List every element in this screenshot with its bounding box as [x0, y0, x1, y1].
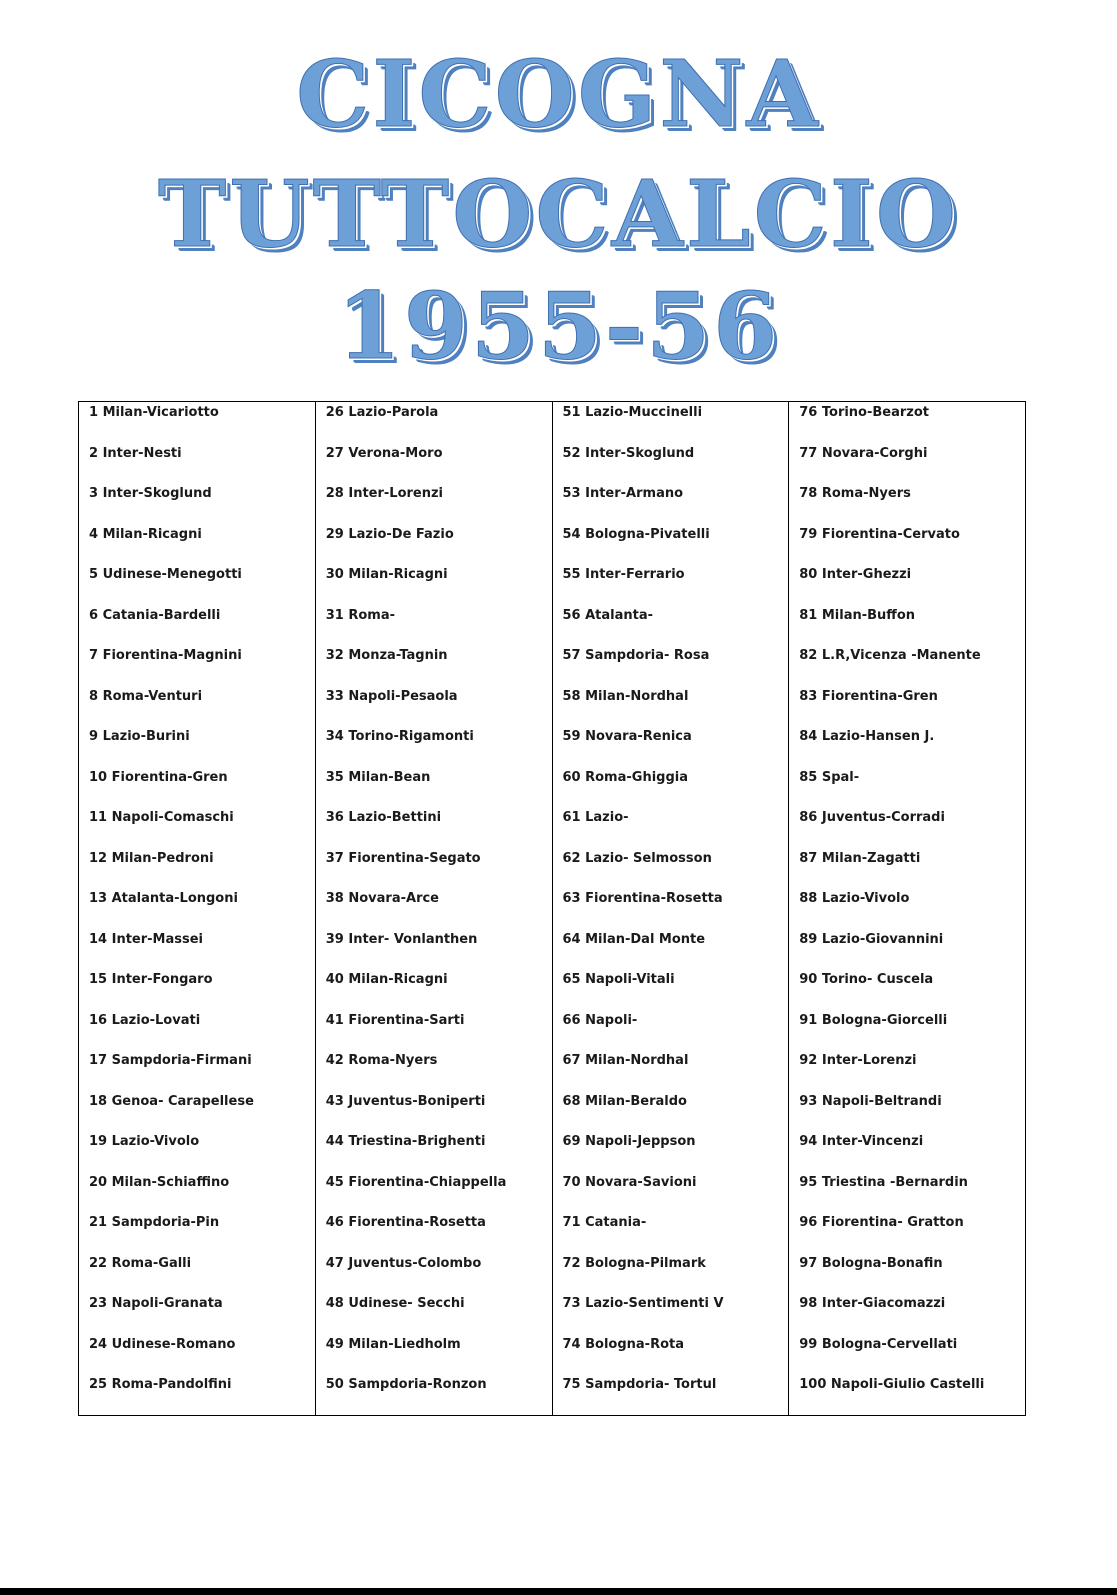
card-entry: 51 Lazio-Muccinelli	[562, 405, 703, 420]
card-entry: 22 Roma-Galli	[89, 1255, 192, 1271]
card-entry: 85 Spal-	[799, 769, 860, 785]
card-entry: 39 Inter- Vonlanthen	[325, 931, 478, 947]
card-entry: 7 Fiorentina-Magnini	[89, 648, 242, 663]
card-entry: 33 Napoli-Pesaola	[325, 688, 458, 704]
card-entry: 61 Lazio-	[562, 810, 629, 825]
card-entry: 79 Fiorentina-Cervato	[799, 526, 960, 542]
card-entry: 93 Napoli-Beltrandi	[799, 1093, 942, 1109]
card-entry: 13 Atalanta-Longoni	[89, 891, 238, 906]
card-entry: 66 Napoli-	[562, 1012, 638, 1028]
card-entry: 25 Roma-Pandolfini	[89, 1377, 232, 1392]
title-line-1: CICOGNA	[296, 40, 821, 148]
card-entry: 95 Triestina -Bernardin	[799, 1174, 968, 1190]
card-entry: 5 Udinese-Menegotti	[89, 567, 242, 582]
card-entry: 55 Inter-Ferrario	[562, 567, 685, 582]
card-entry: 100 Napoli-Giulio Castelli	[799, 1377, 985, 1392]
card-entry: 64 Milan-Dal Monte	[562, 931, 706, 947]
card-entry: 42 Roma-Nyers	[325, 1053, 438, 1068]
card-entry: 99 Bologna-Cervellati	[799, 1336, 958, 1352]
card-entry: 49 Milan-Liedholm	[325, 1336, 461, 1352]
card-entry: 86 Juventus-Corradi	[799, 810, 945, 825]
card-entry: 71 Catania-	[562, 1215, 647, 1230]
card-entry: 53 Inter-Armano	[562, 486, 684, 501]
card-entry: 73 Lazio-Sentimenti V	[562, 1296, 724, 1311]
card-entry: 52 Inter-Skoglund	[562, 445, 695, 461]
card-entry: 20 Milan-Schiaffino	[89, 1174, 230, 1190]
card-entry: 60 Roma-Ghiggia	[562, 769, 688, 785]
card-entry: 46 Fiorentina-Rosetta	[325, 1215, 486, 1230]
card-entry: 10 Fiorentina-Gren	[89, 769, 228, 785]
card-entry: 38 Novara-Arce	[325, 891, 439, 906]
card-entry: 90 Torino- Cuscela	[799, 972, 934, 987]
card-entry: 15 Inter-Fongaro	[89, 972, 213, 987]
card-entry: 19 Lazio-Vivolo	[89, 1134, 200, 1149]
card-entry: 88 Lazio-Vivolo	[799, 891, 910, 906]
card-entry: 47 Juventus-Colombo	[325, 1255, 482, 1271]
card-entry: 83 Fiorentina-Gren	[799, 688, 938, 704]
card-entry: 32 Monza-Tagnin	[325, 648, 448, 663]
card-entry: 48 Udinese- Secchi	[325, 1296, 465, 1311]
card-entry: 28 Inter-Lorenzi	[325, 486, 444, 501]
card-entry: 44 Triestina-Brighenti	[325, 1134, 486, 1149]
card-entry: 80 Inter-Ghezzi	[799, 567, 912, 582]
card-entry: 45 Fiorentina-Chiappella	[325, 1174, 507, 1190]
card-entry: 6 Catania-Bardelli	[89, 607, 221, 623]
card-entry: 36 Lazio-Bettini	[325, 810, 442, 825]
card-entry: 21 Sampdoria-Pin	[89, 1215, 220, 1230]
checklist-column	[79, 402, 316, 1415]
card-entry: 43 Juventus-Boniperti	[325, 1093, 486, 1109]
card-entry: 9 Lazio-Burini	[89, 729, 190, 744]
title-line-2: TUTTOCALCIO	[157, 160, 960, 268]
card-entry: 75 Sampdoria- Tortul	[562, 1377, 717, 1392]
card-entry: 34 Torino-Rigamonti	[325, 729, 474, 744]
card-entry: 35 Milan-Bean	[325, 769, 431, 785]
card-entry: 29 Lazio-De Fazio	[325, 526, 454, 542]
card-entry: 1 Milan-Vicariotto	[89, 405, 219, 420]
card-entry: 58 Milan-Nordhal	[562, 688, 689, 704]
card-entry: 76 Torino-Bearzot	[799, 405, 930, 420]
card-entry: 63 Fiorentina-Rosetta	[562, 891, 723, 906]
card-entry: 23 Napoli-Granata	[89, 1296, 223, 1311]
card-entry: 89 Lazio-Giovannini	[799, 931, 944, 947]
bottom-border	[0, 1588, 1117, 1595]
card-entry: 56 Atalanta-	[562, 607, 654, 623]
card-entry: 77 Novara-Corghi	[799, 445, 928, 461]
card-entry: 82 L.R,Vicenza -Manente	[799, 648, 981, 663]
card-entry: 67 Milan-Nordhal	[562, 1053, 689, 1068]
card-entry: 11 Napoli-Comaschi	[89, 810, 234, 825]
checklist-column	[316, 402, 553, 1415]
card-entry: 30 Milan-Ricagni	[325, 567, 448, 582]
card-entry: 72 Bologna-Pilmark	[562, 1255, 706, 1271]
card-entry: 96 Fiorentina- Gratton	[799, 1215, 964, 1230]
card-entry: 8 Roma-Venturi	[89, 688, 203, 704]
card-entry: 68 Milan-Beraldo	[562, 1093, 687, 1109]
card-entry: 12 Milan-Pedroni	[89, 850, 214, 866]
card-entry: 91 Bologna-Giorcelli	[799, 1012, 948, 1028]
card-entry: 37 Fiorentina-Segato	[325, 850, 481, 866]
card-entry: 24 Udinese-Romano	[89, 1336, 236, 1352]
card-entry: 81 Milan-Buffon	[799, 607, 916, 623]
card-entry: 59 Novara-Renica	[562, 729, 692, 744]
card-entry: 40 Milan-Ricagni	[325, 972, 448, 987]
card-entry: 57 Sampdoria- Rosa	[562, 648, 710, 663]
title-line-3: 1955-56	[336, 272, 781, 380]
card-entry: 41 Fiorentina-Sarti	[325, 1012, 465, 1028]
card-entry: 18 Genoa- Carapellese	[89, 1093, 254, 1109]
card-entry: 50 Sampdoria-Ronzon	[325, 1377, 487, 1392]
card-entry: 65 Napoli-Vitali	[562, 972, 675, 987]
card-entry: 70 Novara-Savioni	[562, 1174, 697, 1190]
card-entry: 92 Inter-Lorenzi	[799, 1053, 917, 1068]
card-entry: 97 Bologna-Bonafin	[799, 1255, 943, 1271]
card-entry: 14 Inter-Massei	[89, 931, 204, 947]
card-entry: 69 Napoli-Jeppson	[562, 1134, 696, 1149]
card-entry: 78 Roma-Nyers	[799, 486, 911, 501]
card-entry: 84 Lazio-Hansen J.	[799, 729, 935, 744]
card-entry: 74 Bologna-Rota	[562, 1336, 685, 1352]
card-entry: 98 Inter-Giacomazzi	[799, 1296, 946, 1311]
checklist-column	[553, 402, 790, 1415]
card-entry: 31 Roma-	[325, 607, 396, 623]
card-entry: 17 Sampdoria-Firmani	[89, 1053, 252, 1068]
card-entry: 4 Milan-Ricagni	[89, 526, 202, 542]
card-entry: 16 Lazio-Lovati	[89, 1012, 201, 1028]
card-entry: 3 Inter-Skoglund	[89, 486, 212, 501]
card-entry: 94 Inter-Vincenzi	[799, 1134, 924, 1149]
card-entry: 87 Milan-Zagatti	[799, 850, 921, 866]
card-entry: 54 Bologna-Pivatelli	[562, 526, 710, 542]
checklist-table	[78, 401, 1026, 1416]
card-entry: 62 Lazio- Selmosson	[562, 850, 712, 866]
card-entry: 26 Lazio-Parola	[325, 405, 439, 420]
card-entry: 27 Verona-Moro	[325, 445, 443, 461]
card-entry: 2 Inter-Nesti	[89, 445, 182, 461]
checklist-column	[789, 402, 1025, 1415]
